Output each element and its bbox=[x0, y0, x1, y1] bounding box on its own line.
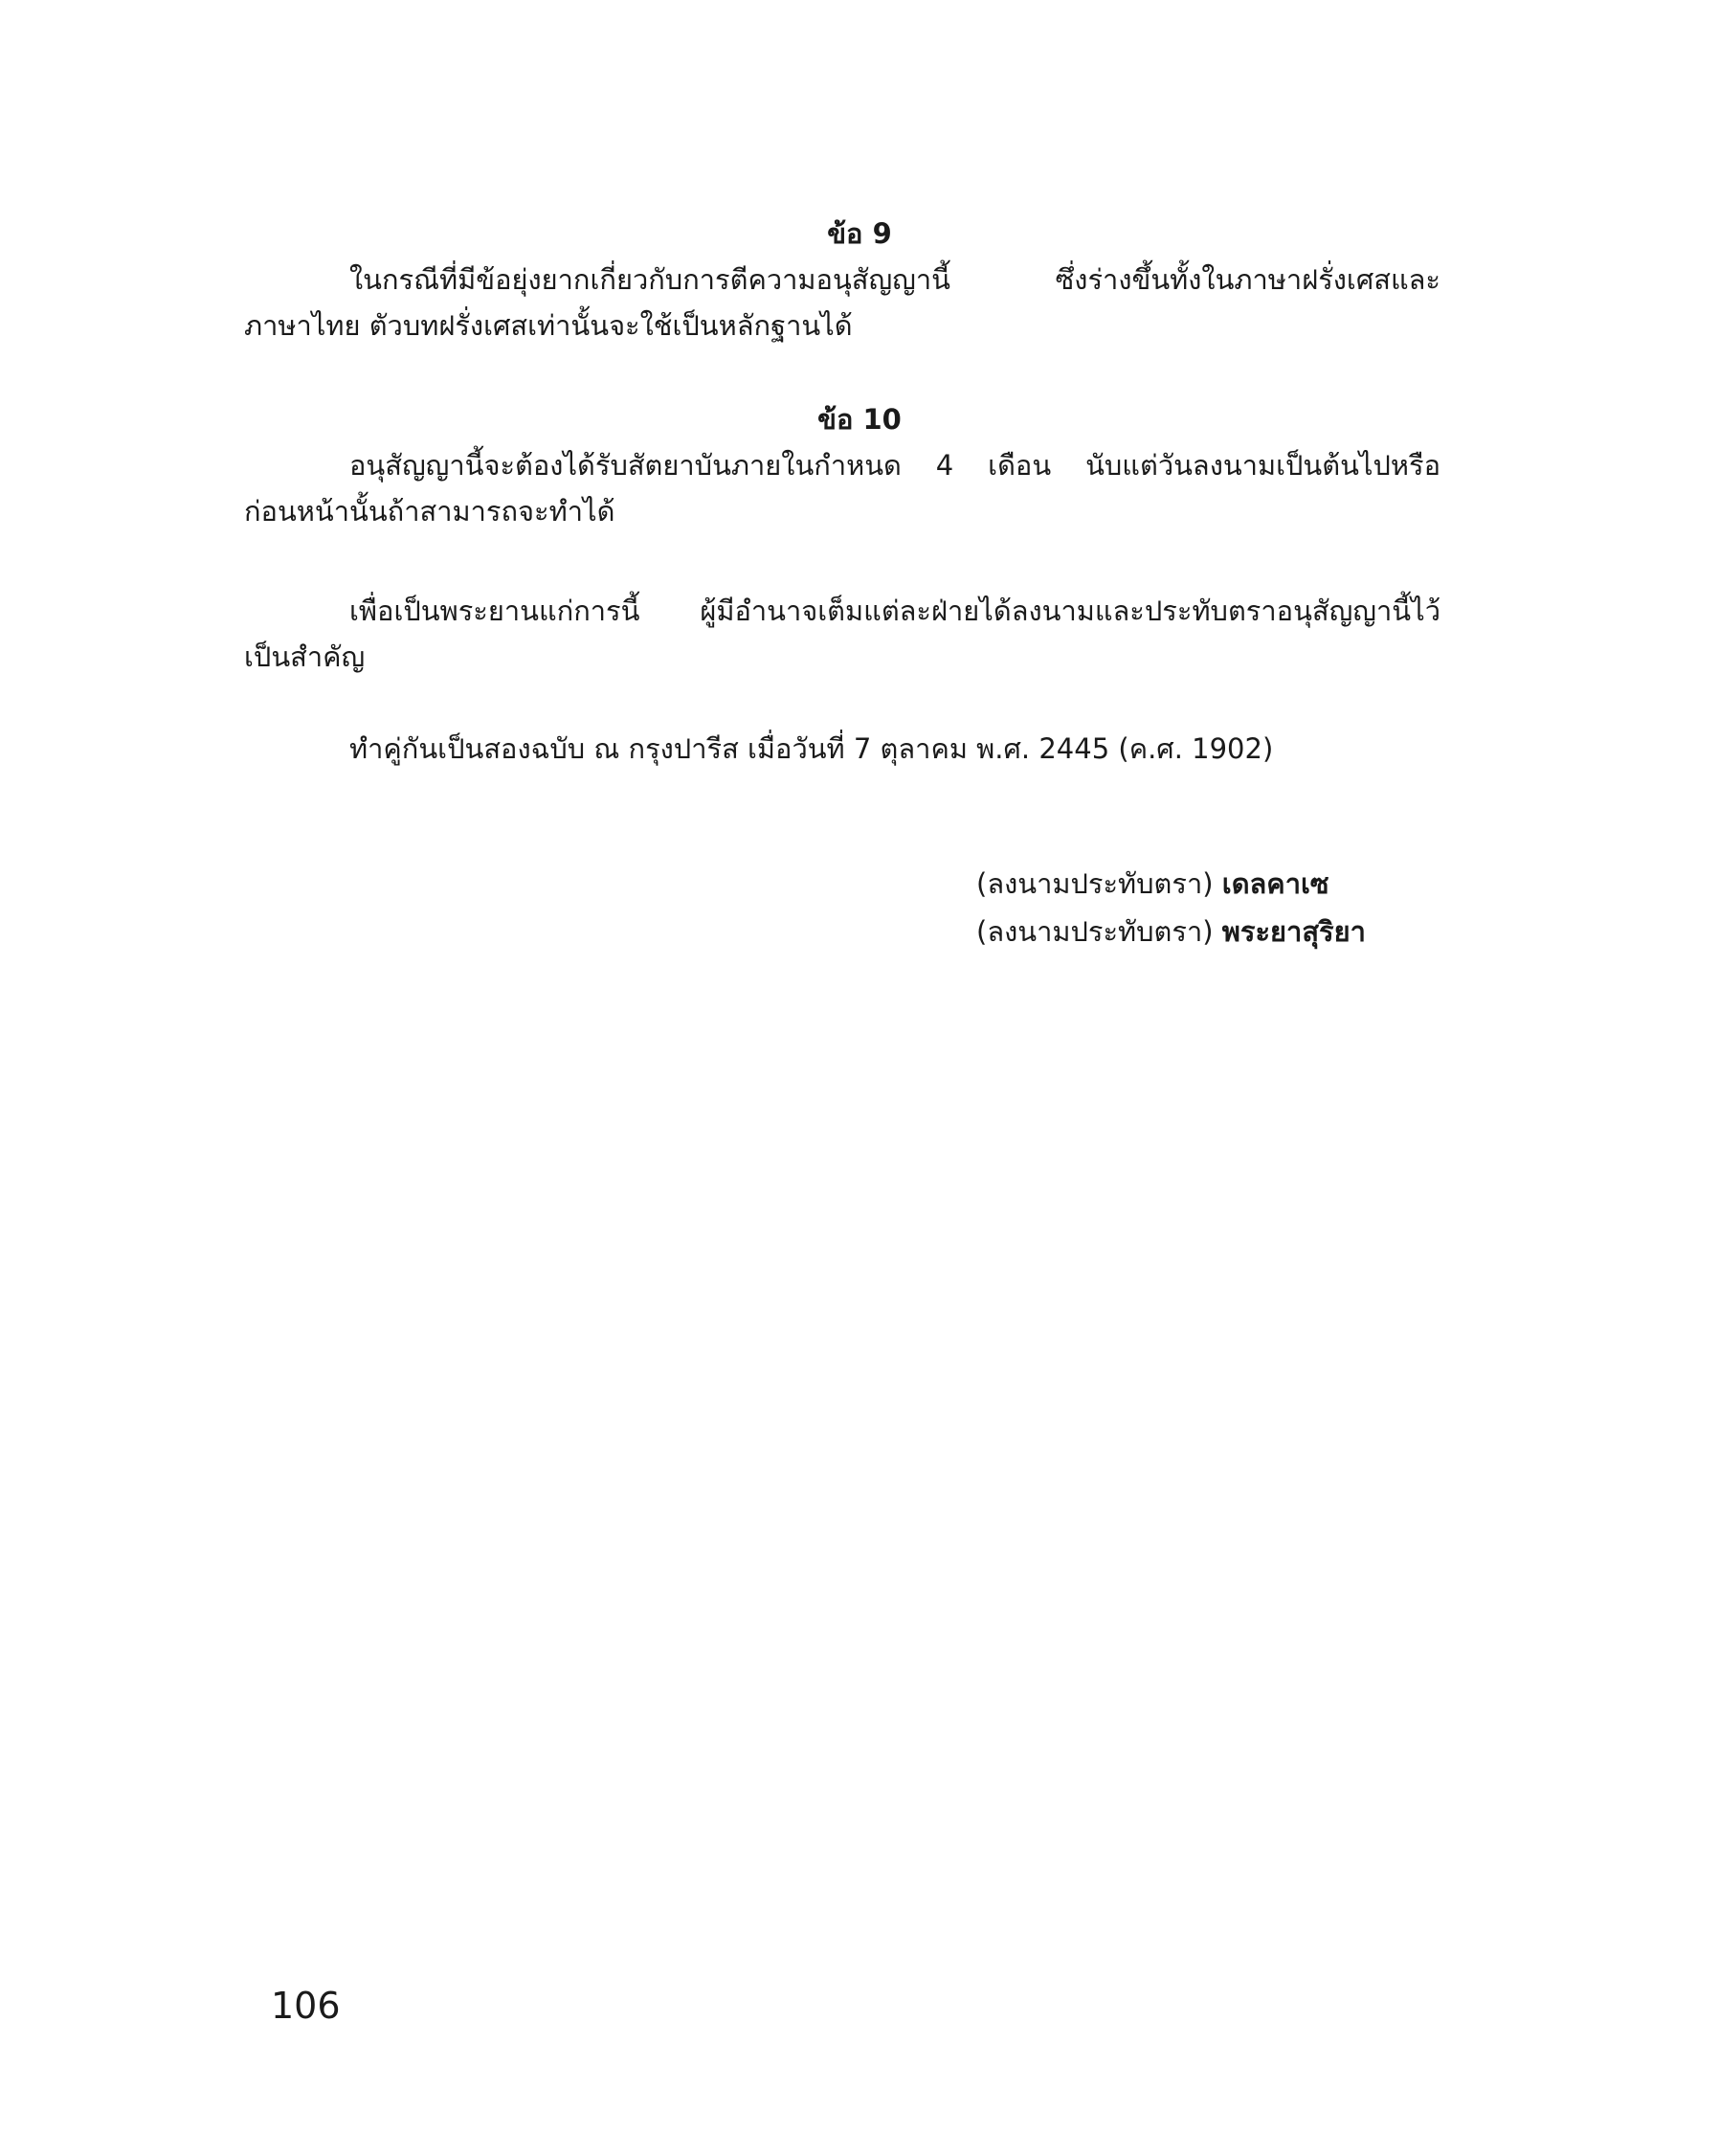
signature-line-1 bbox=[976, 860, 1366, 908]
article-10-line-2: ก่อนหน้านั้นถ้าสามารถจะทำได้ bbox=[244, 495, 615, 528]
article-9-paragraph bbox=[244, 257, 1440, 348]
done-at-paragraph bbox=[244, 726, 1440, 772]
signature-prefix: (ลงนามประทับตรา) bbox=[976, 915, 1214, 948]
signature-block bbox=[976, 860, 1366, 955]
witness-line-1: เพื่อเป็นพระยานแก่การนี้ ผู้มีอำนาจเต็มแต่ละฝ่ายได้ลงนามและประทับตราอนุสัญญานี้ไว้ bbox=[349, 595, 1440, 627]
signatory-name: พระยาสุริยา bbox=[1221, 915, 1366, 948]
article-9-line-2: ภาษาไทย ตัวบทฝรั่งเศสเท่านั้นจะใช้เป็นหลักฐานได้ bbox=[244, 309, 853, 342]
article-10-heading: ข้อ 10 bbox=[817, 403, 902, 436]
article-9-line-1: ในกรณีที่มีข้อยุ่งยากเกี่ยวกับการตีความอนุสัญญานี้ ซึ่งร่างขึ้นทั้งในภาษาฝรั่งเศสและ bbox=[349, 263, 1440, 296]
signature-prefix: (ลงนามประทับตรา) bbox=[976, 867, 1214, 900]
witness-line-2: เป็นสำคัญ bbox=[244, 640, 366, 673]
page-number: 106 bbox=[271, 1985, 341, 2027]
witness-paragraph bbox=[244, 588, 1440, 680]
done-at-text: ทำคู่กันเป็นสองฉบับ ณ กรุงปารีส เมื่อวันที่ 7 ตุลาคม พ.ศ. 2445 (ค.ศ. 1902) bbox=[349, 732, 1274, 765]
article-10-paragraph bbox=[244, 442, 1440, 534]
signatory-name: เดลคาเซ bbox=[1221, 867, 1329, 900]
signature-line-2 bbox=[976, 908, 1366, 955]
article-10-line-1: อนุสัญญานี้จะต้องได้รับสัตยาบันภายในกำหนด 4 เดือน นับแต่วันลงนามเป็นต้นไปหรือ bbox=[349, 449, 1440, 482]
article-9-heading: ข้อ 9 bbox=[827, 217, 892, 250]
